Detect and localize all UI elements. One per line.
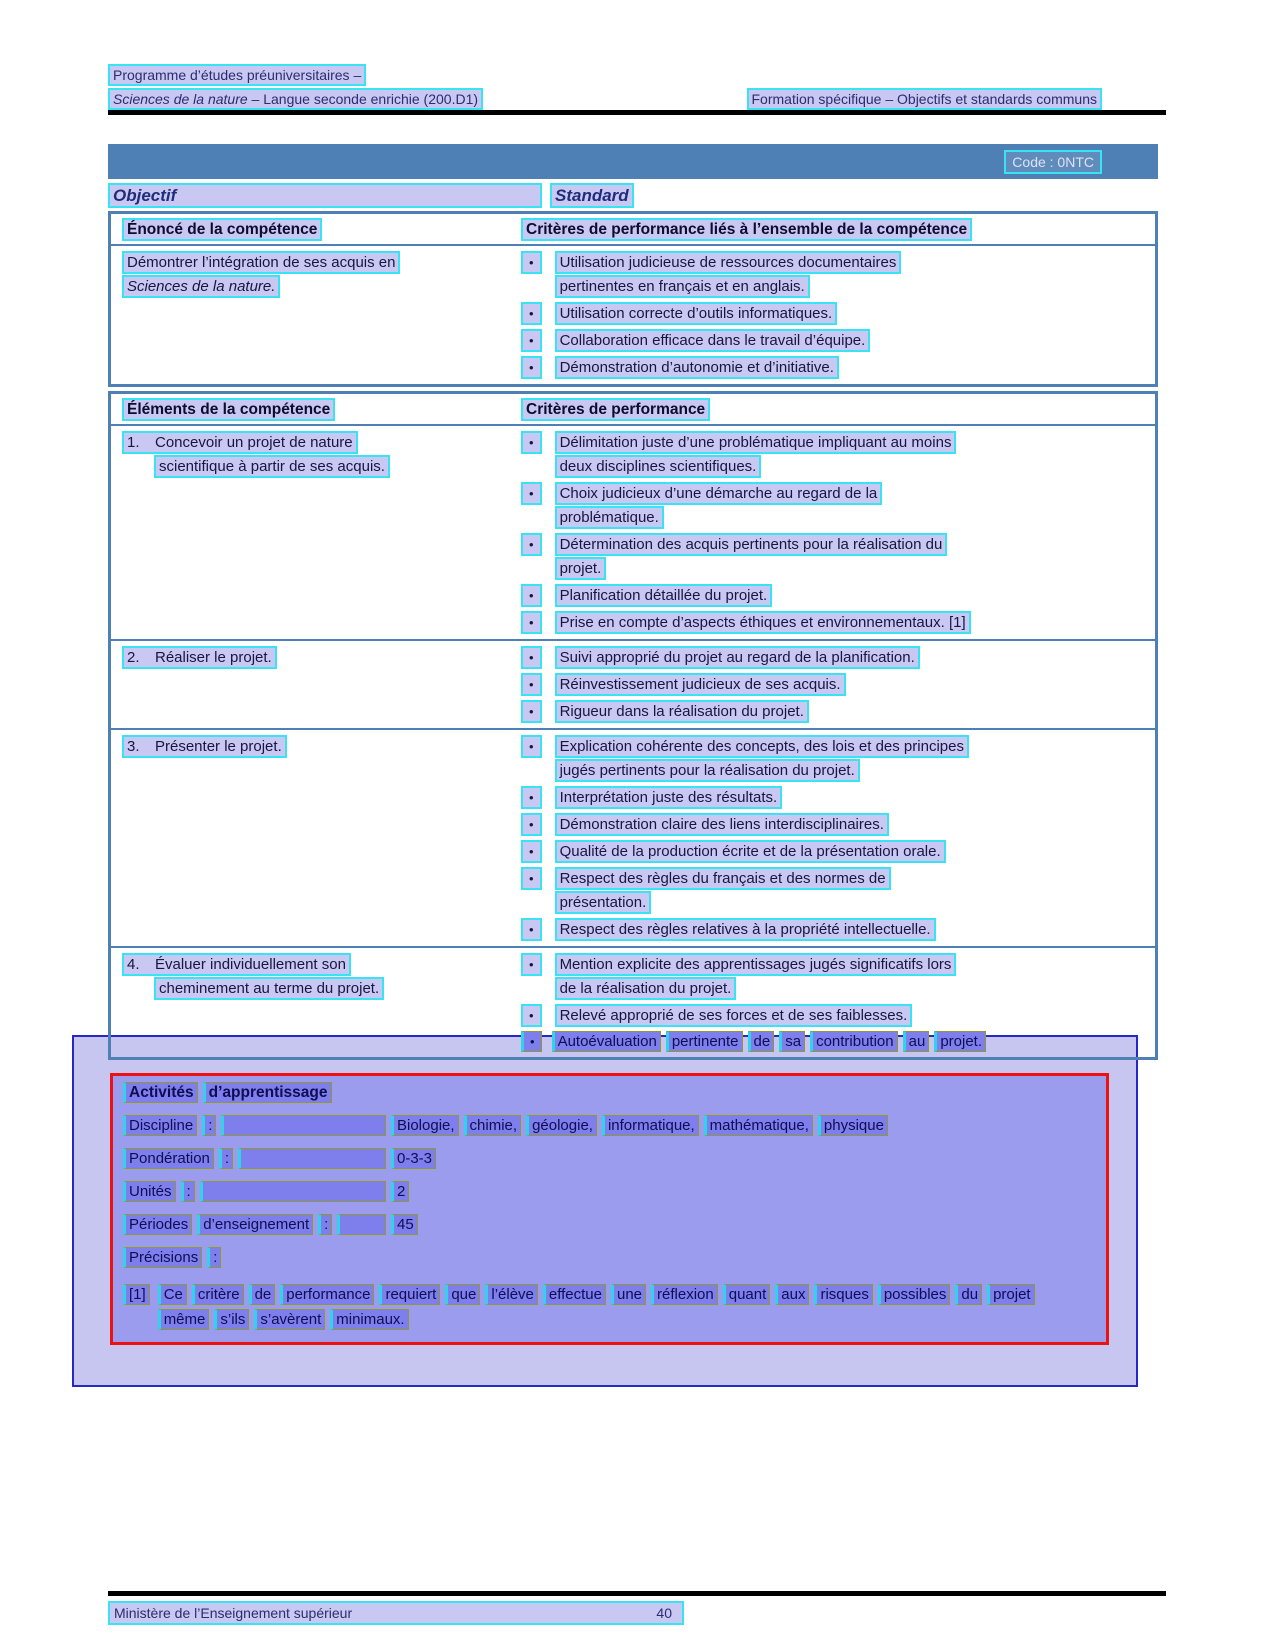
competence-table <box>108 211 1158 387</box>
criterion-line: Délimitation juste d’une problématique impliquant au moins <box>555 431 957 454</box>
criterion-line: Qualité de la production écrite et de la présentation orale. <box>555 840 946 863</box>
field-label: Périodes d’enseignement <box>123 1214 318 1235</box>
criterion <box>521 867 1151 914</box>
bullet-icon: • <box>521 302 542 325</box>
criteria-list <box>521 431 1151 634</box>
ministry-label: Ministère de l’Enseignement supérieur <box>114 1605 353 1621</box>
field-label: Pondération <box>123 1148 219 1169</box>
element-number: 1. <box>127 434 140 451</box>
field-value: 2 <box>391 1181 1096 1202</box>
criterion <box>521 482 1151 529</box>
criteria-list <box>521 251 1151 379</box>
statement-line-italic: Sciences de la nature. <box>122 275 280 298</box>
code-bar <box>108 144 1158 179</box>
criterion-line: Choix judicieux d’une démarche au regard de la <box>555 482 883 505</box>
bullet-icon: • <box>521 673 542 696</box>
footer-rule <box>108 1591 1166 1596</box>
bullet-icon: • <box>521 611 542 634</box>
criterion-line: pertinentes en français et en anglais. <box>555 275 810 298</box>
criterion-line: Démonstration d’autonomie et d’initiative. <box>555 356 839 379</box>
criterion-line: Utilisation correcte d’outils informatiques. <box>555 302 838 325</box>
bullet-icon: • <box>521 867 542 890</box>
element-row-4 <box>111 946 1155 1057</box>
criterion-line: Respect des règles relatives à la propriété intellectuelle. <box>555 918 936 941</box>
criterion-line: Mention explicite des apprentissages jugés significatifs lors <box>555 953 957 976</box>
criterion-line: Prise en compte d’aspects éthiques et environnementaux. [1] <box>555 611 971 634</box>
field-row-unites <box>123 1181 1096 1202</box>
criterion <box>521 735 1151 782</box>
competence-row <box>111 246 1155 384</box>
element-cell <box>115 735 521 941</box>
header-criteres-ensemble: Critères de performance liés à l’ensemble de la compétence <box>521 218 972 241</box>
field-label: Précisions <box>123 1247 207 1268</box>
element-number: 2. <box>127 649 140 666</box>
criterion <box>521 840 1151 863</box>
statement-line: Démontrer l’intégration de ses acquis en <box>122 251 400 274</box>
field-row-periodes <box>123 1214 1096 1235</box>
element-line: scientifique à partir de ses acquis. <box>154 455 390 478</box>
criterion <box>521 813 1151 836</box>
element-line: Réaliser le projet. <box>155 649 272 666</box>
criterion <box>521 786 1151 809</box>
field-row-discipline <box>123 1115 1096 1136</box>
field-value: 45 <box>391 1214 1096 1235</box>
criterion <box>521 611 1151 634</box>
criterion-line: Réinvestissement judicieux de ses acquis. <box>555 673 846 696</box>
criterion-word-boxed <box>521 1031 1151 1052</box>
criterion <box>521 918 1151 941</box>
field-colon: : <box>202 1115 216 1136</box>
criterion <box>521 646 1151 669</box>
criterion-line: Respect des règles du français et des normes de <box>555 867 891 890</box>
field-spacer-bar <box>221 1115 386 1136</box>
criterion <box>521 533 1151 580</box>
document-header <box>108 64 1102 110</box>
criterion-line: présentation. <box>555 891 652 914</box>
page-footer <box>108 1601 684 1625</box>
bullet-icon: • <box>521 700 542 723</box>
criterion <box>521 584 1151 607</box>
bullet-icon: • <box>521 786 542 809</box>
objectif-standard-row <box>108 183 1158 208</box>
criterion-line: Explication cohérente des concepts, des lois et des principes <box>555 735 969 758</box>
element-row-1 <box>111 426 1155 639</box>
elements-table-header <box>111 394 1155 426</box>
criterion-line: Collaboration efficace dans le travail d’équipe. <box>555 329 871 352</box>
criterion-line: de la réalisation du projet. <box>555 977 737 1000</box>
element-number: 4. <box>127 956 140 973</box>
header-criteres: Critères de performance <box>521 398 710 421</box>
element-line: Évaluer individuellement son <box>155 956 346 973</box>
criterion <box>521 251 1151 298</box>
criterion-line: Utilisation judicieuse de ressources documentaires <box>555 251 902 274</box>
objectif-label: Objectif <box>108 183 542 208</box>
element-number: 3. <box>127 738 140 755</box>
criterion-line: problématique. <box>555 506 664 529</box>
program-title: Programme d’études préuniversitaires – <box>108 64 366 86</box>
criterion-line: Suivi approprié du projet au regard de la planification. <box>555 646 920 669</box>
field-colon: : <box>181 1181 195 1202</box>
criterion-line: Interprétation juste des résultats. <box>555 786 783 809</box>
field-value: Biologie, chimie, géologie, informatique, mathématique, physique <box>391 1115 1096 1136</box>
field-value: 0-3-3 <box>391 1148 1096 1169</box>
footnote-marker: [1] <box>123 1284 150 1305</box>
element-cell <box>115 431 521 634</box>
criterion-line: deux disciplines scientifiques. <box>555 455 762 478</box>
criterion <box>521 953 1151 1000</box>
elements-table <box>108 391 1158 1060</box>
activities-title: Activités d’apprentissage <box>123 1082 1096 1103</box>
bullet-icon: • <box>521 840 542 863</box>
element-line: cheminement au terme du projet. <box>154 977 384 1000</box>
header-elements: Éléments de la compétence <box>122 398 335 421</box>
criteria-list <box>521 953 1151 1052</box>
footnote-line: même s’ils s’avèrent minimaux. <box>158 1309 1040 1330</box>
field-colon: : <box>318 1214 332 1235</box>
field-label: Discipline <box>123 1115 202 1136</box>
bullet-icon: • <box>521 533 542 556</box>
field-row-ponderation <box>123 1148 1096 1169</box>
program-title-line1 <box>108 64 1102 86</box>
code-label: Code : 0NTC <box>1004 150 1102 174</box>
standard-label: Standard <box>550 183 634 208</box>
field-spacer-bar <box>337 1214 386 1235</box>
program-title-line2 <box>108 88 1102 110</box>
bullet-icon: • <box>521 251 542 274</box>
bullet-icon: • <box>521 1004 542 1027</box>
criterion <box>521 329 1151 352</box>
criterion <box>521 431 1151 478</box>
bullet-icon: • <box>521 735 542 758</box>
field-colon: : <box>207 1247 221 1268</box>
program-subtitle: Sciences de la nature – Langue seconde enrichie (200.D1) <box>108 88 483 110</box>
criterion <box>521 356 1151 379</box>
element-row-2 <box>111 639 1155 728</box>
bullet-icon: • <box>521 584 542 607</box>
criterion <box>521 700 1151 723</box>
element-cell <box>115 953 521 1052</box>
criteria-list <box>521 646 1151 723</box>
criterion-line: Détermination des acquis pertinents pour la réalisation du <box>555 533 948 556</box>
criteria-list <box>521 735 1151 941</box>
criterion-line: Relevé approprié de ses forces et de ses faiblesses. <box>555 1004 913 1027</box>
criterion-line: Planification détaillée du projet. <box>555 584 773 607</box>
bullet-icon: • <box>521 1031 542 1052</box>
bullet-icon: • <box>521 329 542 352</box>
field-colon: : <box>219 1148 233 1169</box>
field-spacer-bar <box>200 1181 386 1202</box>
bullet-icon: • <box>521 918 542 941</box>
section-title: Formation spécifique – Objectifs et standards communs <box>747 88 1103 110</box>
footnote <box>123 1284 1096 1334</box>
header-rule <box>108 110 1166 115</box>
criterion <box>521 673 1151 696</box>
element-line: Présenter le projet. <box>155 738 282 755</box>
bullet-icon: • <box>521 953 542 976</box>
bullet-icon: • <box>521 813 542 836</box>
criterion-line: Démonstration claire des liens interdisciplinaires. <box>555 813 889 836</box>
element-row-3 <box>111 728 1155 946</box>
element-line: Concevoir un projet de nature <box>155 434 353 451</box>
criterion-line: jugés pertinents pour la réalisation du projet. <box>555 759 860 782</box>
field-label: Unités <box>123 1181 181 1202</box>
bullet-icon: • <box>521 482 542 505</box>
bullet-icon: • <box>521 646 542 669</box>
element-cell <box>115 646 521 723</box>
field-row-precisions <box>123 1247 1096 1268</box>
criterion <box>521 1004 1151 1027</box>
criterion <box>521 302 1151 325</box>
statement-cell <box>115 251 521 379</box>
annotation-outer-box <box>72 1035 1138 1387</box>
criterion-line: Autoévaluation pertinente de sa contribution au projet. <box>552 1031 991 1052</box>
competence-table-header <box>111 214 1155 246</box>
field-spacer-bar <box>238 1148 386 1169</box>
page-number: 40 <box>656 1605 672 1621</box>
activities-box <box>110 1073 1109 1345</box>
criterion-line: Rigueur dans la réalisation du projet. <box>555 700 809 723</box>
header-enonce: Énoncé de la compétence <box>122 218 322 241</box>
footnote-line: Ce critère de performance requiert que l’élève effectue une réflexion quant aux risques possibles du projet <box>158 1284 1040 1305</box>
criterion-line: projet. <box>555 557 607 580</box>
bullet-icon: • <box>521 356 542 379</box>
bullet-icon: • <box>521 431 542 454</box>
